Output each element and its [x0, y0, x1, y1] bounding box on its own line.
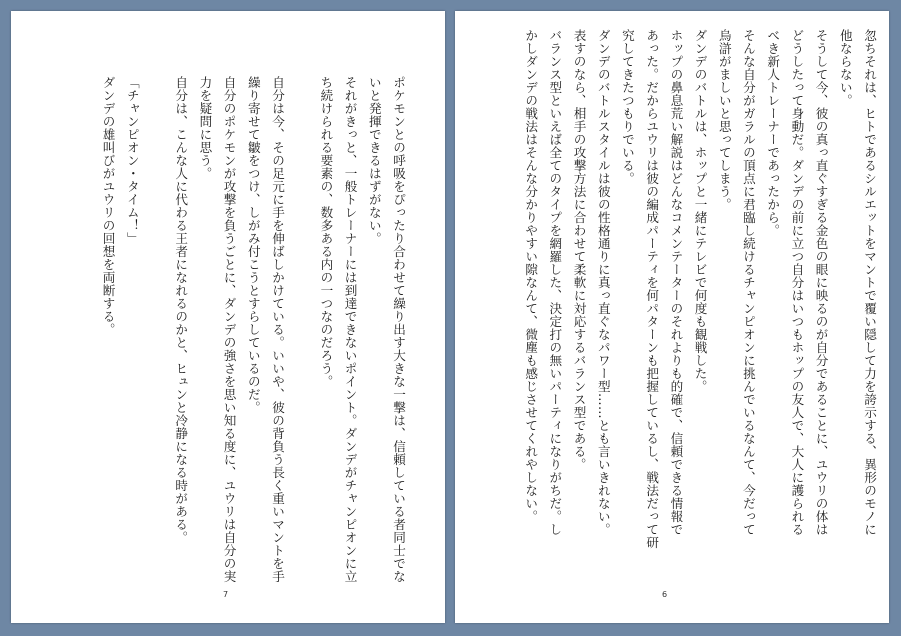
text-line: べき新人トレーナーであったから。	[765, 29, 781, 237]
page-7-text-column	[95, 76, 410, 596]
page-6	[455, 11, 889, 623]
text-line: そうして今、彼の真っ直ぐすぎる金色の眼に映るのが自分であることに、ユウリの体は	[813, 29, 829, 536]
text-line: ダンデのバトルは、ホップと一緒にテレビで何度も観戦した。	[692, 29, 708, 393]
text-line: そんな自分がガラルの頂点に君臨し続けるチャンピオンに挑んでいるなんて、今だって	[740, 29, 756, 536]
text-line: 自分は、こんな人に代わる王者になれるのかと、ヒュンと冷静になる時がある。	[173, 76, 189, 544]
text-line: それがきっと、一般トレーナーには到達できないポイント。ダンデがチャンピオンに立	[342, 76, 358, 583]
text-line: ホップの鼻息荒い解説はどんなコメンテーターのそれよりも的確で、信頼できる情報で	[668, 29, 684, 536]
page-6-text-column	[518, 29, 881, 589]
text-line: 「チャンピオン・タイム！」	[124, 76, 140, 245]
text-line: ダンデの雄叫びがユウリの回想を両断する。	[100, 76, 116, 336]
text-line: バランス型といえば全てのタイプを網羅した、決定打の無いパーティになりがちだ。し	[547, 29, 563, 536]
text-line: 烏滸がましいと思ってしまう。	[716, 29, 732, 211]
page-7	[11, 11, 445, 623]
text-line: 繰り寄せて皺をつけ、しがみ付こうとすらしているのだ。	[245, 76, 261, 414]
text-line: 究してきたつもりでいる。	[619, 29, 635, 185]
text-line: どうしたって身動だ。ダンデの前に立つ自分はいつもホップの友人で、大人に護られる	[789, 29, 805, 536]
text-line: いと発揮できるはずがない。	[366, 76, 382, 245]
text-line: ポケモンとの呼吸をぴったり合わせて繰り出す大きな一撃は、信頼している者同士でな	[391, 76, 406, 583]
text-line: かしダンデの戦法はそんな分かりやすい隙なんて、微塵も感じさせてくれやしない。	[523, 29, 539, 523]
text-line: ち続けられる要素の、数多ある内の一つなのだろう。	[318, 76, 334, 388]
text-line: 自分は今、その足元に手を伸ばしかけている。いいや、彼の背負う長く重いマントを手	[270, 76, 285, 583]
text-line: 表すのなら、相手の攻撃方法に合わせて柔軟に対応するバランス型である。	[571, 29, 587, 471]
page-number: 6	[662, 590, 668, 599]
text-line: ダンデのバトルスタイルは彼の性格通りに真っ直ぐなパワー型……とも言いきれない。	[595, 29, 611, 536]
paragraph-gap	[144, 76, 168, 596]
paragraph-gap	[289, 76, 313, 596]
page-number: 7	[223, 590, 229, 599]
text-line: 忽ちそれは、ヒトであるシルエットをマントで覆い隠して力を誇示する、異形のモノに	[862, 29, 877, 536]
text-line: 他ならない。	[837, 29, 853, 107]
text-line: 力を疑問に思う。	[197, 76, 213, 180]
text-line: 自分のポケモンが攻撃を負うごとに、ダンデの強さを思い知る度に、ユウリは自分の実	[221, 76, 237, 583]
text-line: あった。だからユウリは彼の編成パーティを何パターンも把握しているし、戦法だって研	[644, 29, 660, 549]
